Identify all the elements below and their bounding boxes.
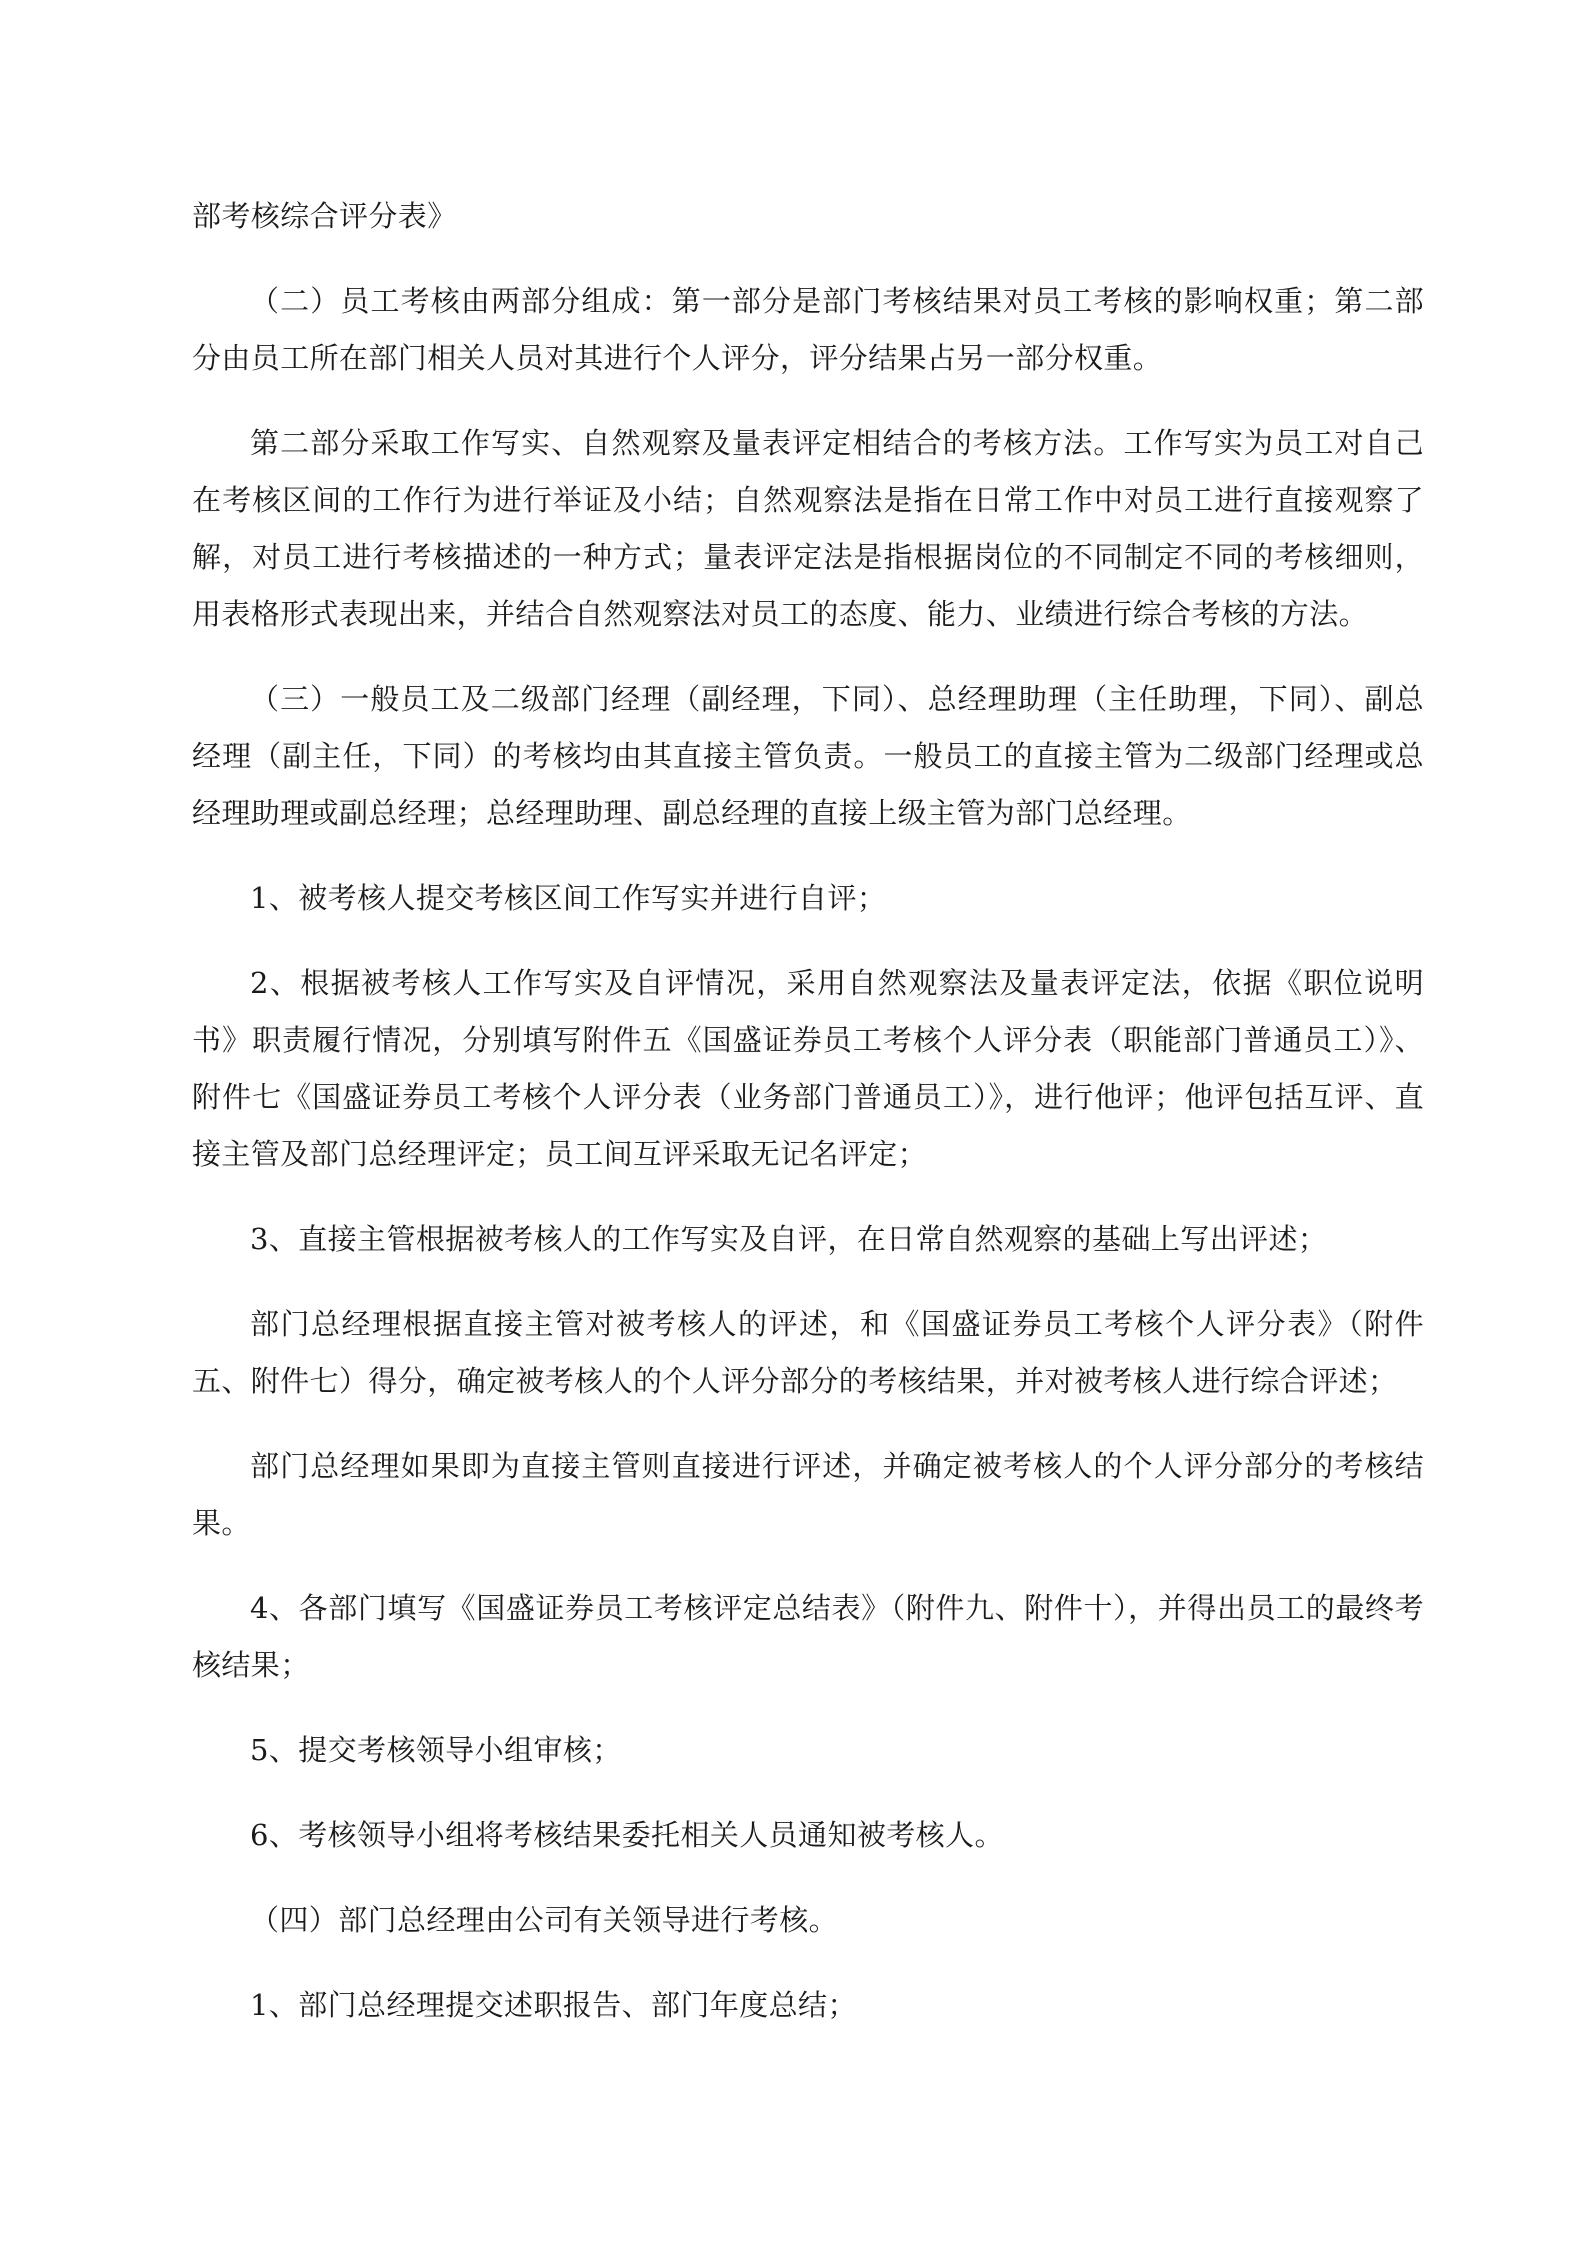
paragraph-step-5: 5、提交考核领导小组审核； (250, 1733, 622, 1767)
document-body (192, 188, 1424, 2062)
paragraph-section-4: （四）部门总经理由公司有关领导进行考核。 (250, 1903, 839, 1937)
paragraph-gm-review: 部门总经理根据直接主管对被考核人的评述，和《国盛证券员工考核个人评分表》（附件五、附件七）得分，确定被考核人的个人评分部分的考核结果，并对被考核人进行综合评述； (192, 1307, 1424, 1398)
paragraph-step-6: 6、考核领导小组将考核结果委托相关人员通知被考核人。 (250, 1818, 1004, 1852)
paragraph-step-3: 3、直接主管根据被考核人的工作写实及自评，在日常自然观察的基础上写出评述； (250, 1222, 1328, 1256)
paragraph-assessment-methods: 第二部分采取工作写实、自然观察及量表评定相结合的考核方法。工作写实为员工对自己在考核区间的工作行为进行举证及小结；自然观察法是指在日常工作中对员工进行直接观察了解，对员工进行考核描述的一种方式；量表评定法是指根据岗位的不同制定不同的考核细则，用表格形式表现出来，并结合自然观察法对员工的态度、能力、业绩进行综合考核的方法。 (192, 426, 1424, 631)
paragraph-step-2: 2、根据被考核人工作写实及自评情况，采用自然观察法及量表评定法，依据《职位说明书》职责履行情况，分别填写附件五《国盛证券员工考核个人评分表（职能部门普通员工）》、附件七《国盛证券员工考核个人评分表（业务部门普通员工）》，进行他评；他评包括互评、直接主管及部门总经理评定；员工间互评采取无记名评定； (192, 966, 1424, 1171)
paragraph-gm-direct: 部门总经理如果即为直接主管则直接进行评述，并确定被考核人的个人评分部分的考核结果。 (192, 1449, 1424, 1540)
paragraph-continuation: 部考核综合评分表》 (192, 199, 457, 233)
paragraph-step-4: 4、各部门填写《国盛证券员工考核评定总结表》（附件九、附件十），并得出员工的最终考核结果； (192, 1591, 1424, 1682)
paragraph-step-1: 1、被考核人提交考核区间工作写实并进行自评； (250, 881, 887, 915)
paragraph-section-4-step-1: 1、部门总经理提交述职报告、部门年度总结； (250, 1988, 857, 2022)
paragraph-section-2: （二）员工考核由两部分组成：第一部分是部门考核结果对员工考核的影响权重；第二部分由员工所在部门相关人员对其进行个人评分，评分结果占另一部分权重。 (192, 284, 1424, 375)
paragraph-section-3: （三）一般员工及二级部门经理（副经理，下同）、总经理助理（主任助理，下同）、副总经理（副主任，下同）的考核均由其直接主管负责。一般员工的直接主管为二级部门经理或总经理助理或副总经理；总经理助理、副总经理的直接上级主管为部门总经理。 (192, 682, 1424, 830)
